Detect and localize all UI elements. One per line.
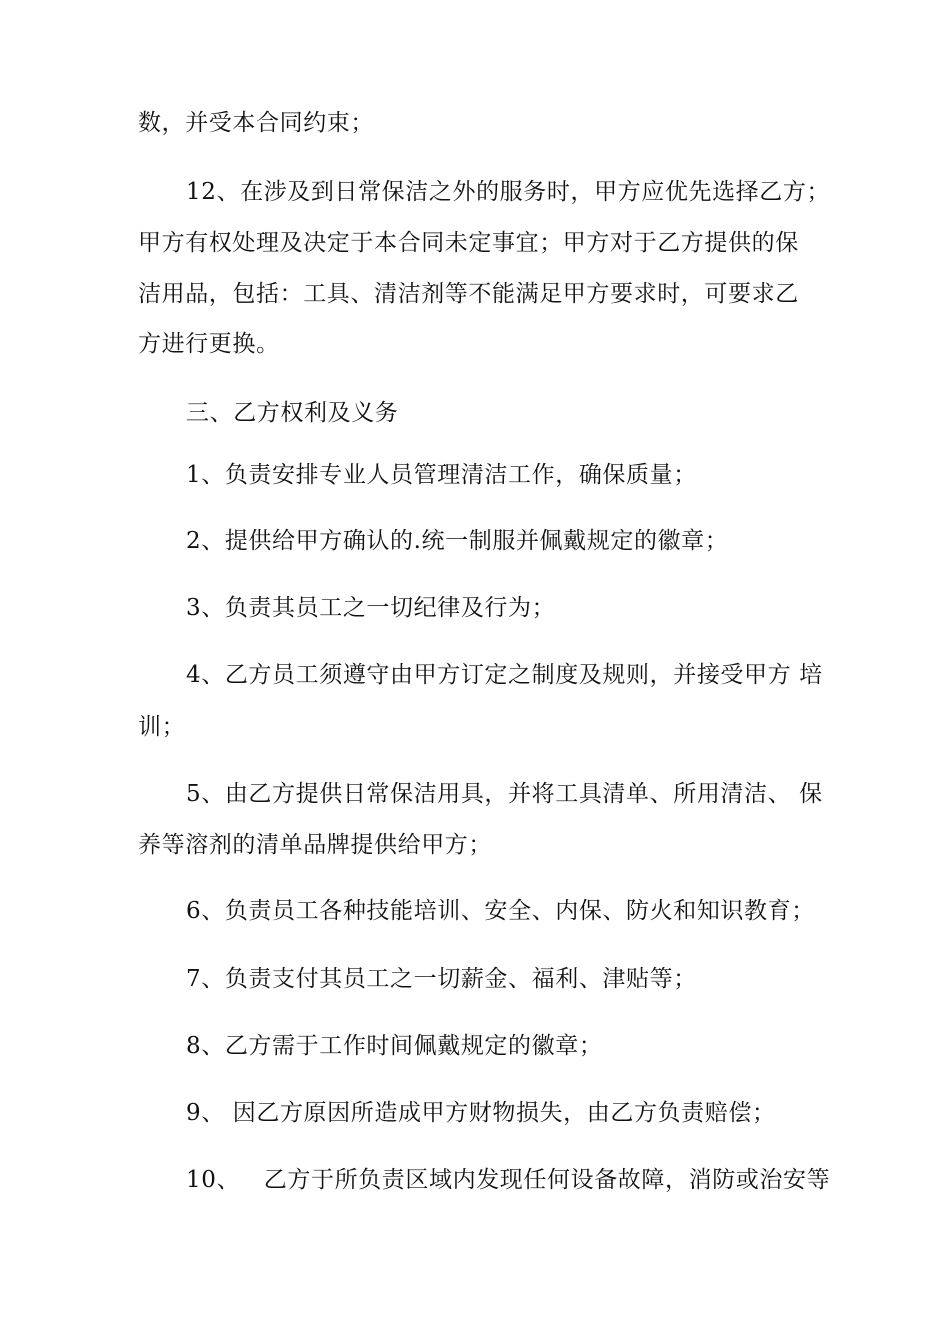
text-line: 数，并受本合同约束； [138,110,374,136]
text-line: 1、负责安排专业人员管理清洁工作，确保质量； [186,462,697,488]
text-line: 5、由乙方提供日常保洁用具，并将工具清单、所用清洁、 保 [186,781,823,807]
text-line: 2、提供给甲方确认的.统一制服并佩戴规定的徽章； [186,528,729,554]
text-line: 12、在涉及到日常保洁之外的服务时，甲方应优先选择乙方； [186,179,831,205]
text-line: 6、负责员工各种技能培训、安全、内保、防火和知识教育； [186,898,815,924]
text-line: 洁用品，包括：工具、清洁剂等不能满足甲方要求时，可要求乙 [138,281,799,307]
text-line: 4、乙方员工须遵守由甲方订定之制度及规则，并接受甲方 培 [186,662,823,688]
text-line: 甲方有权处理及决定于本合同未定事宜；甲方对于乙方提供的保 [138,230,799,256]
text-line: 9、 因乙方原因所造成甲方财物损失，由乙方负责赔偿； [186,1100,776,1126]
text-line: 方进行更换。 [138,331,280,357]
text-line: 7、负责支付其员工之一切薪金、福利、津贴等； [186,966,697,992]
section-heading: 三、乙方权利及义务 [186,400,399,426]
text-line: 养等溶剂的清单品牌提供给甲方； [138,832,492,858]
text-line: 8、乙方需于工作时间佩戴规定的徽章； [186,1033,603,1059]
text-line: 10、 乙方于所负责区域内发现任何设备故障，消防或治安等 [186,1167,831,1193]
text-line: 3、负责其员工之一切纪律及行为； [186,595,556,621]
text-line: 训； [138,714,186,740]
